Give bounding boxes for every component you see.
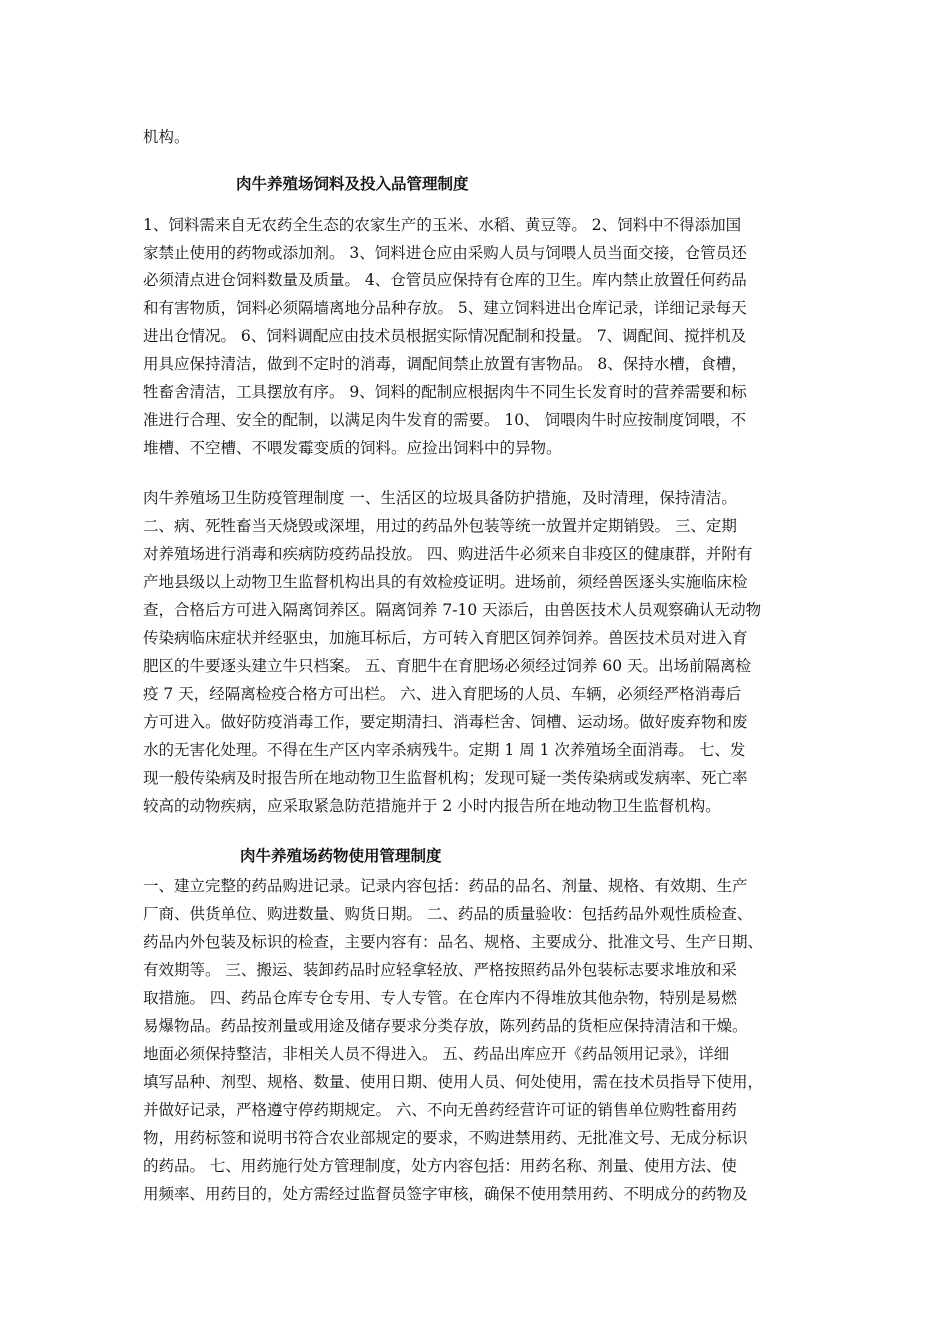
- paragraph-line: 对养殖场进行消毒和疾病防疫药品投放。 四、购进活牛必须来自非疫区的健康群，并附有: [143, 545, 753, 563]
- paragraph-line: 准进行合理、安全的配制，以满足肉牛发育的需要。 10、 饲喂肉牛时应按制度饲喂，不: [143, 411, 747, 429]
- paragraph-line: 查，合格后方可进入隔离饲养区。隔离饲养 7-10 天添后，由兽医技术人员观察确认无动物: [143, 601, 762, 619]
- paragraph-line: 一、建立完整的药品购进记录。记录内容包括：药品的品名、剂量、规格、有效期、生产: [143, 877, 748, 895]
- paragraph-line: 用具应保持清洁，做到不定时的消毒，调配间禁止放置有害物品。 8、保持水槽，食槽，: [143, 355, 747, 373]
- paragraph-line: 堆槽、不空槽、不喂发霉变质的饲料。应捡出饲料中的异物。: [143, 439, 562, 457]
- paragraph-line: 物，用药标签和说明书符合农业部规定的要求，不购进禁用药、无批准文号、无成分标识: [143, 1129, 748, 1147]
- paragraph-line: 产地县级以上动物卫生监督机构出具的有效检疫证明。进场前，须经兽医逐头实施临床检: [143, 573, 748, 591]
- paragraph-line: 地面必须保持整洁，非相关人员不得进入。 五、药品出库应开《药品领用记录》，详细: [143, 1045, 730, 1063]
- section-title-feed: 肉牛养殖场饲料及投入品管理制度: [236, 174, 469, 193]
- paragraph-line: 水的无害化处理。不得在生产区内宰杀病残牛。定期 1 周 1 次养殖场全面消毒。 七、发: [143, 741, 746, 759]
- paragraph-line: 1、饲料需来自无农药全生态的农家生产的玉米、水稻、黄豆等。 2、饲料中不得添加国: [143, 216, 742, 234]
- paragraph-line: 疫 7 天，经隔离检疫合格方可出栏。 六、进入育肥场的人员、车辆，必须经严格消毒后: [143, 685, 742, 703]
- paragraph-line: 和有害物质，饲料必须隔墙离地分品种存放。 5、建立饲料进出仓库记录，详细记录每天: [143, 299, 747, 317]
- paragraph-line: 现一般传染病及时报告所在地动物卫生监督机构；发现可疑一类传染病或发病率、死亡率: [143, 769, 748, 787]
- paragraph-line: 取措施。 四、药品仓库专仓专用、专人专管。在仓库内不得堆放其他杂物，特别是易燃: [143, 989, 737, 1007]
- paragraph-line: 进出仓情况。 6、饲料调配应由技术员根据实际情况配制和投量。 7、调配间、搅拌机及: [143, 327, 747, 345]
- section-title-medicine: 肉牛养殖场药物使用管理制度: [240, 846, 442, 865]
- paragraph-line: 肥区的牛要逐头建立牛只档案。 五、育肥牛在育肥场必须经过饲养 60 天。出场前隔离检: [143, 657, 752, 675]
- paragraph-line: 必须清点进仓饲料数量及质量。 4、仓管员应保持有仓库的卫生。库内禁止放置任何药品: [143, 271, 747, 289]
- paragraph-line: 并做好记录，严格遵守停药期规定。 六、不向无兽药经营许可证的销售单位购牲畜用药: [143, 1101, 737, 1119]
- paragraph-line: 方可进入。做好防疫消毒工作，要定期清扫、消毒栏舍、饲槽、运动场。做好废弃物和废: [143, 713, 748, 731]
- paragraph-line: 二、病、死牲畜当天烧毁或深埋，用过的药品外包装等统一放置并定期销毁。 三、定期: [143, 517, 737, 535]
- paragraph-line: 易爆物品。药品按剂量或用途及储存要求分类存放，陈列药品的货柜应保持清洁和干燥。: [143, 1017, 748, 1035]
- paragraph-line: 的药品。 七、用药施行处方管理制度，处方内容包括：用药名称、剂量、使用方法、使: [143, 1157, 737, 1175]
- paragraph-line: 传染病临床症状并经驱虫，加施耳标后，方可转入育肥区饲养饲养。兽医技术员对进入育: [143, 629, 748, 647]
- paragraph-line: 厂商、供货单位、购进数量、购货日期。 二、药品的质量验收：包括药品外观性质检查、: [143, 905, 753, 923]
- paragraph-line: 家禁止使用的药物或添加剂。 3、饲料进仓应由采购人员与饲喂人员当面交接，仓管员还: [143, 244, 747, 262]
- paragraph-line: 药品内外包装及标识的检查，主要内容有：品名、规格、主要成分、批准文号、生产日期、: [143, 933, 764, 951]
- paragraph-line: 有效期等。 三、搬运、装卸药品时应轻拿轻放、严格按照药品外包装标志要求堆放和采: [143, 961, 737, 979]
- intro-line: 机构。: [143, 128, 190, 146]
- paragraph-line: 填写品种、剂型、规格、数量、使用日期、使用人员、何处使用，需在技术员指导下使用，: [143, 1073, 764, 1091]
- paragraph-line: 肉牛养殖场卫生防疫管理制度 一、生活区的垃圾具备防护措施，及时清理，保持清洁。: [143, 489, 737, 507]
- paragraph-line: 较高的动物疾病，应采取紧急防范措施并于 2 小时内报告所在地动物卫生监督机构。: [143, 797, 721, 815]
- paragraph-line: 牲畜舍清洁，工具摆放有序。 9、饲料的配制应根据肉牛不同生长发育时的营养需要和标: [143, 383, 747, 401]
- paragraph-line: 用频率、用药目的，处方需经过监督员签字审核，确保不使用禁用药、不明成分的药物及: [143, 1185, 748, 1203]
